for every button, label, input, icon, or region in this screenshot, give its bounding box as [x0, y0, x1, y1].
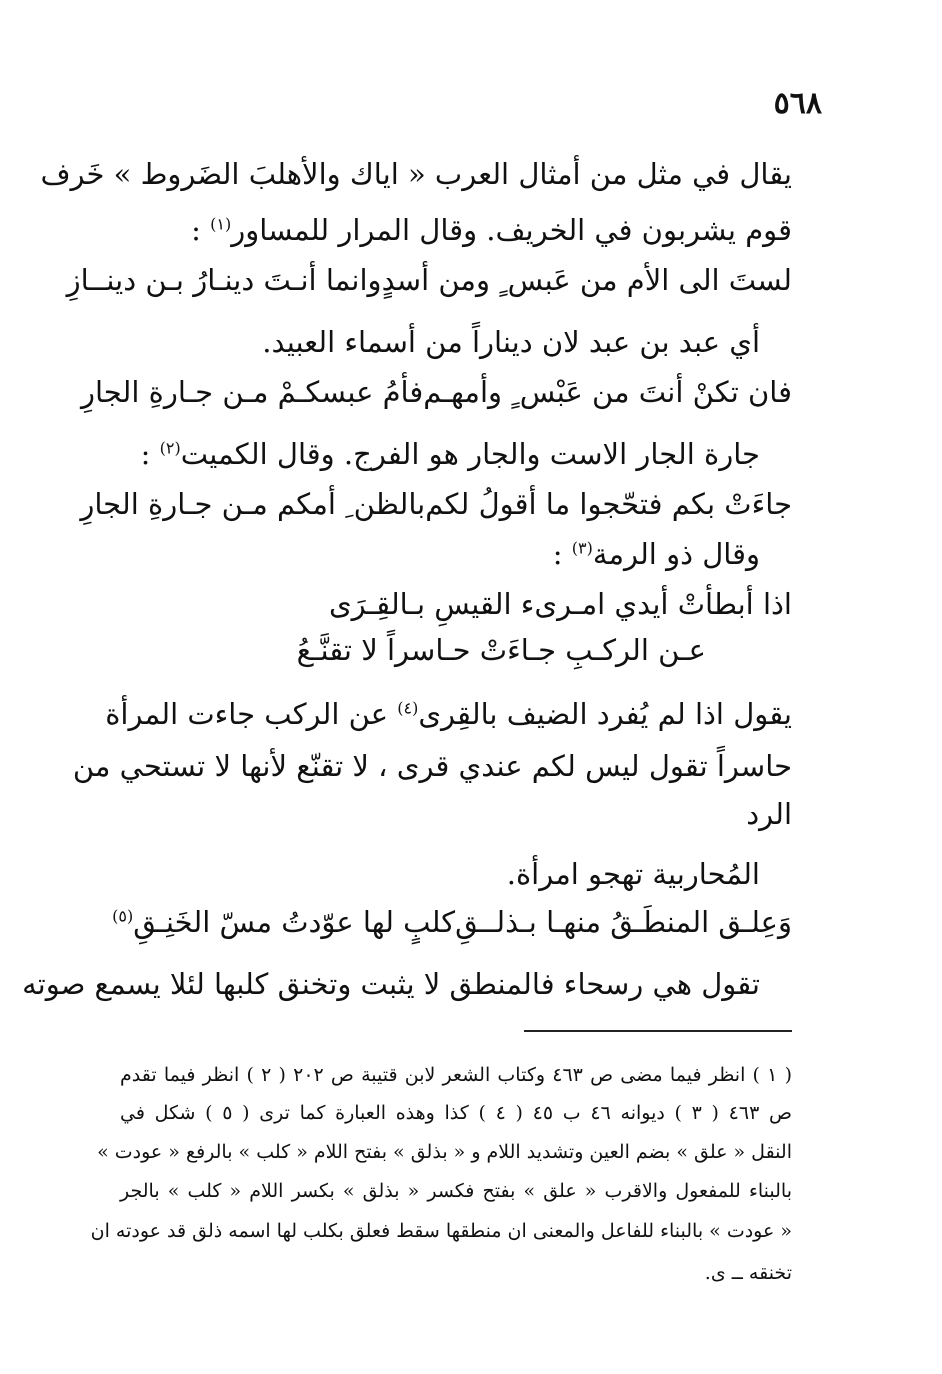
verse-3-hemistich-1: جاءَتْ بكم فتحّجوا ما أقولُ لكم [425, 487, 792, 521]
footnote-line-6: تخنقه ــ ى. [704, 1262, 792, 1284]
paragraph-6: المُحاربية تهجو امرأة. [506, 857, 760, 891]
text-line-2-body: قوم يشربون في الخريف. وقال المرار للمساور [231, 213, 792, 247]
paragraph-5-line-3: الرد [746, 797, 792, 831]
paragraph-5-part-2: عن الركب جاءت المرأة [105, 697, 389, 731]
paragraph-7: تقول هي رسحاء فالمنطق لا يثبت وتخنق كلبها لئلا يسمع صوته [22, 967, 760, 1001]
footnote-line-5: « عودت » بالبناء للفاعل والمعنى ان منطقها سقط فعلق بكلب لها اسمه ذلق قد عودته ان [90, 1220, 792, 1242]
paragraph-4-body: وقال ذو الرمة [592, 537, 760, 571]
footnote-line-2: ص ٤٦٣ ( ٣ ) ديوانه ٤٦ ب ٤٥ ( ٤ ) كذا وهذه العبارة كما ترى ( ٥ ) شكل في [120, 1102, 792, 1124]
verse-5-hemistich-2-text: كلبٍ لها عوّدتُ مسّ الخَنِـقِ [133, 905, 456, 939]
verse-5-hemistich-1: وَعِلـق المنطَـقُ منهـا بـذلــقِ [455, 905, 792, 939]
paragraph-5-line-2: حاسراً تقول ليس لكم عندي قرى ، لا تقنّع لأنها لا تستحي من [72, 749, 792, 783]
footnote-line-4: بالبناء للمفعول والاقرب « علق » بفتح فكسر « بذلق » بكسر اللام « كلب » بالجر [120, 1180, 792, 1202]
footnote-ref-5: (٥) [112, 906, 134, 926]
footnote-ref-3: (٣) [571, 538, 593, 558]
footnote-ref-1: (١) [210, 214, 232, 234]
text-line-1: يقال في مثل من أمثال العرب « اياك والأهلبَ الضَروط » خَرف [40, 157, 792, 191]
page-number: ٥٦٨ [773, 86, 822, 121]
verse-1-hemistich-2: وانما أنـتَ دينـارُ بـن دينــازِ [66, 263, 382, 297]
paragraph-2: أي عبد بن عبد لان ديناراً من أسماء العبيد. [262, 325, 760, 359]
paragraph-3 [120, 437, 760, 471]
footnote-ref-2: (٢) [159, 438, 181, 458]
verse-1-hemistich-1: لستَ الى الأم من عَبس ٍ ومن أسدٍ [381, 263, 792, 297]
verse-5-hemistich-2 [112, 905, 456, 939]
paragraph-3-colon: : [140, 437, 151, 471]
paragraph-5-line-1 [105, 697, 792, 731]
text-line-2 [120, 213, 792, 247]
footnote-separator [524, 1030, 792, 1032]
verse-5 [112, 905, 792, 939]
verse-4-hemistich-1: اذا أبطأتْ أيدي امـرىء القيسِ بـالقِـرَى [328, 587, 792, 621]
footnote-ref-4: (٤) [397, 698, 419, 718]
verse-2-hemistich-1: فان تكنْ أنتَ من عَبْس ٍ وأمهـم [423, 375, 792, 409]
verse-1 [66, 263, 792, 297]
paragraph-4-colon: : [552, 537, 563, 571]
verse-3 [80, 487, 792, 521]
paragraph-4 [120, 537, 760, 571]
verse-2 [80, 375, 792, 409]
verse-3-hemistich-2: بالظن ِ أمكم مـن جـارةِ الجارِ [80, 487, 426, 521]
verse-4-hemistich-2: عـن الركـبِ جـاءَتْ حـاسراً لا تقنَّـعُ [296, 633, 706, 667]
footnote-line-1: ( ١ ) انظر فيما مضى ص ٤٦٣ وكتاب الشعر لابن قتيبة ص ٢٠٢ ( ٢ ) انظر فيما تقدم [120, 1064, 793, 1086]
verse-2-hemistich-2: فأمُ عبسكـمْ مـن جـارةِ الجارِ [80, 375, 424, 409]
footnote-line-3: النقل « علق » بضم العين وتشديد اللام و « بذلق » بفتح اللام « كلب » بالرفع « عودت » [97, 1141, 792, 1163]
paragraph-3-body: جارة الجار الاست والجار هو الفرج. وقال الكميت [180, 437, 760, 471]
text-line-2-colon: : [191, 213, 201, 247]
paragraph-5-part-1: يقول اذا لم يُفرد الضيف بالقِرى [418, 697, 792, 731]
